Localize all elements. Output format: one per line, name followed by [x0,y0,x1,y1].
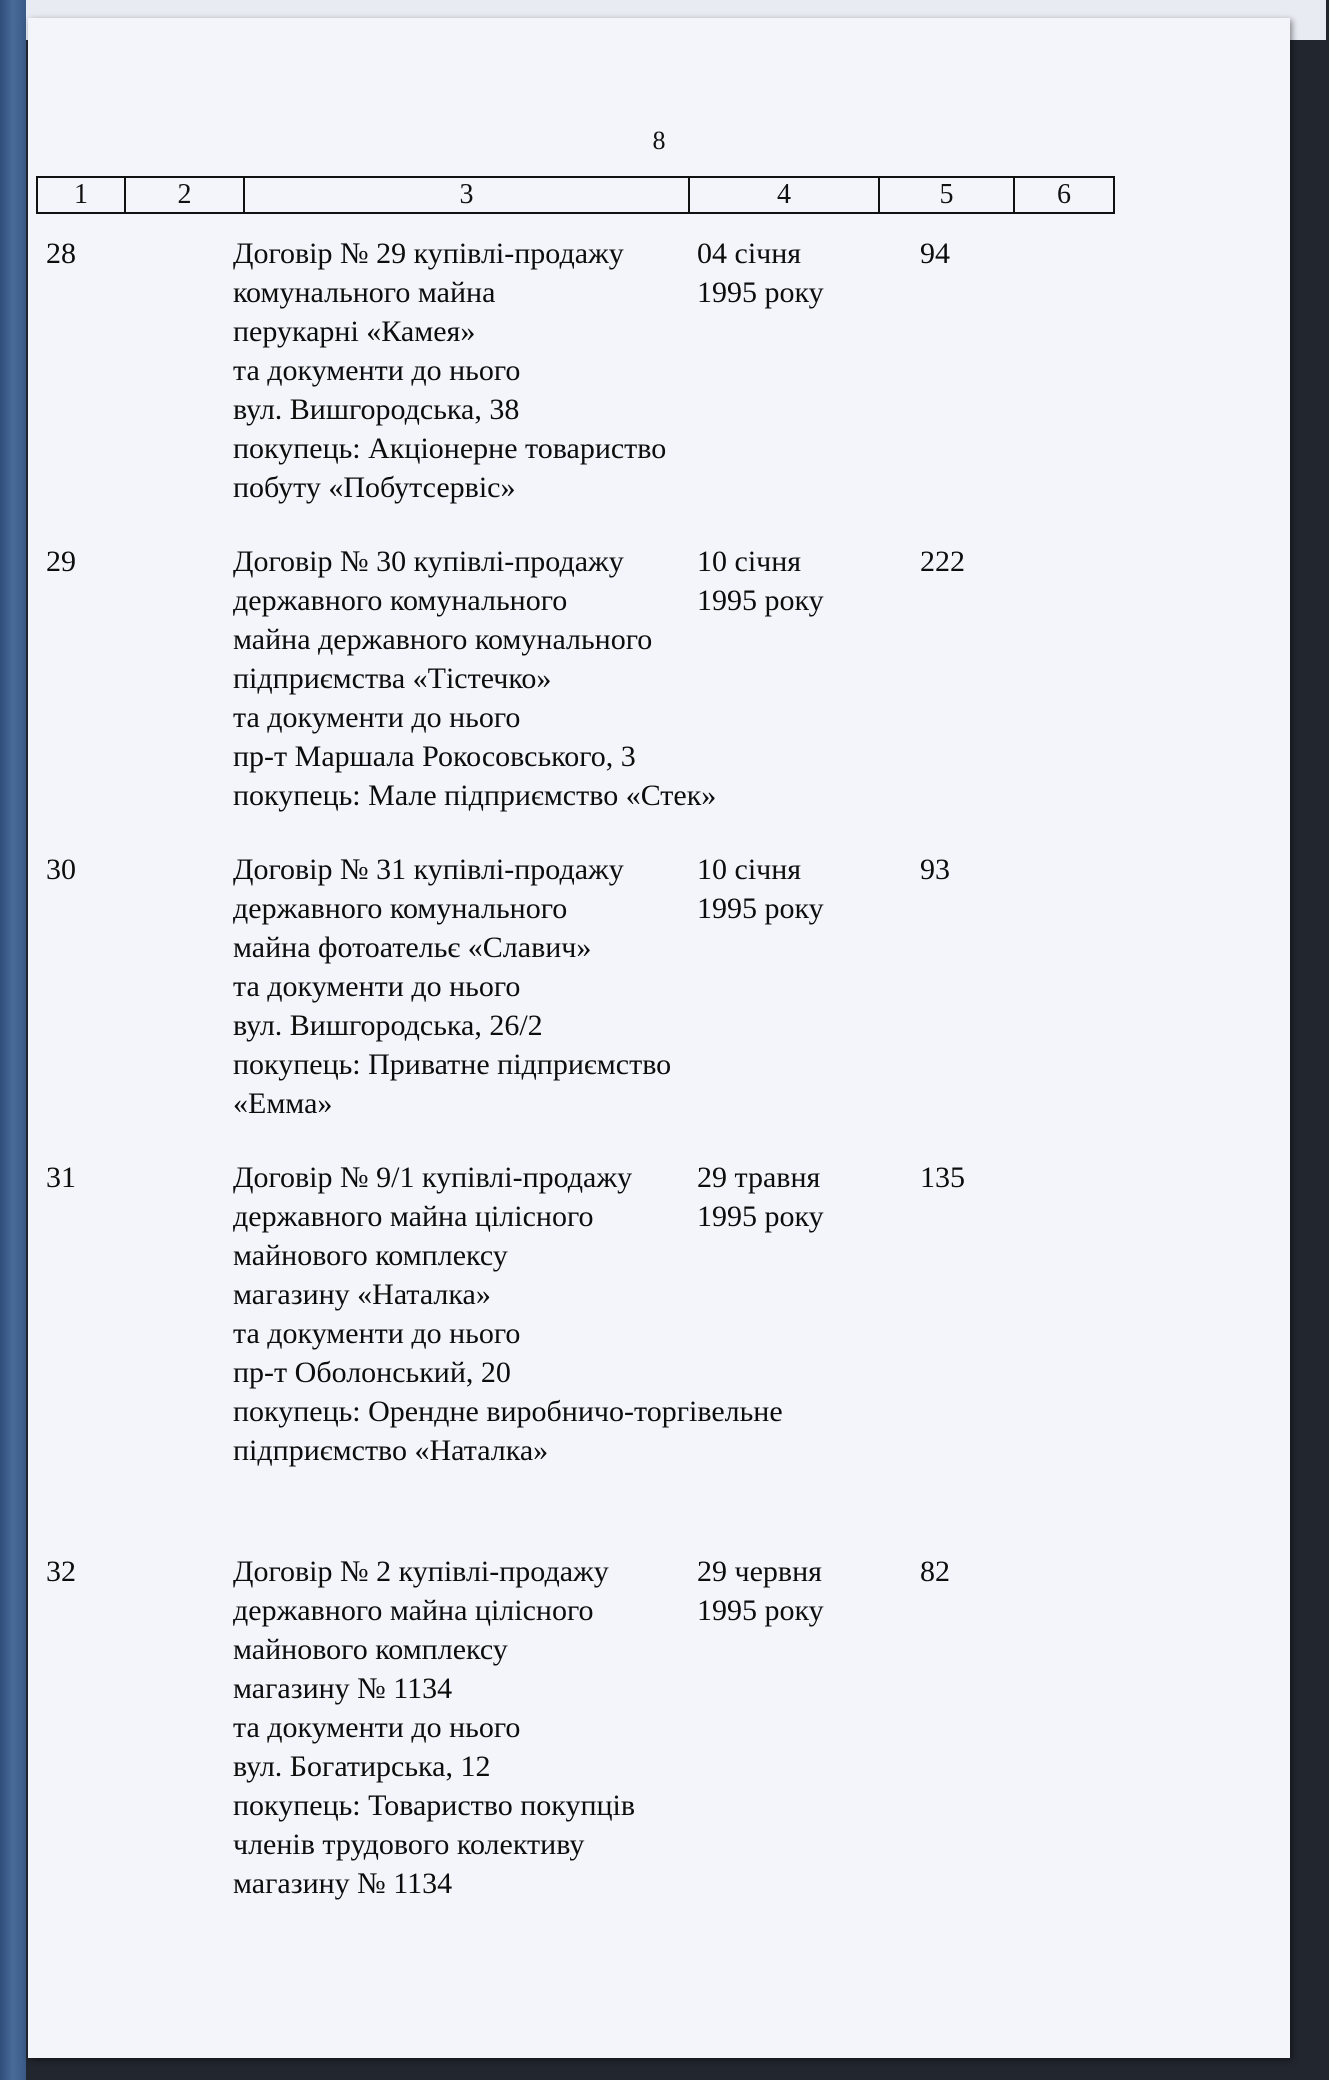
entry-sheets: 135 [920,1161,965,1194]
page-number: 8 [652,126,666,155]
entry-description [233,850,671,1123]
entry-sheets: 94 [920,237,950,270]
entry-number: 31 [46,1161,76,1194]
description-line: підприємство «Наталка» [233,1434,549,1467]
description-line: членів трудового колективу [233,1828,585,1861]
description-line: майнового комплексу [233,1239,508,1272]
description-line: Договір № 29 купівлі-продажу [233,237,624,270]
description-line: магазину № 1134 [233,1867,453,1900]
entry-sheets: 82 [920,1555,950,1588]
description-line: Договір № 30 купівлі-продажу [233,545,624,578]
description-line: та документи до нього [233,701,521,734]
description-line: покупець: Орендне виробничо-торгівельне [233,1395,783,1428]
description-line: вул. Вишгородська, 26/2 [233,1009,543,1042]
description-line: державного майна цілісного [233,1594,594,1627]
entry-number: 32 [46,1555,76,1588]
description-line: Договір № 9/1 купівлі-продажу [233,1161,633,1194]
entry-date [697,234,824,312]
column-header-1: 1 [37,177,125,213]
description-line: підприємства «Тістечко» [233,662,552,695]
date-line: 04 січня [697,237,802,270]
entry-number: 28 [46,237,76,270]
date-line: 29 травня [697,1161,821,1194]
description-line: майна державного комунального [233,623,653,656]
description-line: державного комунального [233,892,568,925]
description-line: перукарні «Камея» [233,315,476,348]
date-line: 1995 року [697,1594,824,1627]
entry-number: 30 [46,853,76,886]
description-line: покупець: Приватне підприємство [233,1048,672,1081]
column-header-2: 2 [125,177,244,213]
entry-date [697,542,824,620]
description-line: державного комунального [233,584,568,617]
description-line: та документи до нього [233,354,521,387]
description-line: державного майна цілісного [233,1200,594,1233]
description-line: магазину «Наталка» [233,1278,491,1311]
entry-description [233,542,716,815]
description-line: майна фотоательє «Славич» [233,931,592,964]
date-line: 1995 року [697,584,824,617]
column-header-5: 5 [879,177,1014,213]
date-line: 29 червня [697,1555,822,1588]
date-line: 1995 року [697,1200,824,1233]
column-header-6: 6 [1014,177,1114,213]
description-line: вул. Богатирська, 12 [233,1750,491,1783]
date-line: 1995 року [697,276,824,309]
date-line: 10 січня [697,853,802,886]
description-line: вул. Вишгородська, 38 [233,393,520,426]
entry-description [233,1552,635,1903]
description-line: комунального майна [233,276,496,309]
description-line: покупець: Товариство покупців [233,1789,636,1822]
entry-number: 29 [46,545,76,578]
description-line: майнового комплексу [233,1633,508,1666]
description-line: магазину № 1134 [233,1672,453,1705]
column-header-4: 4 [689,177,879,213]
description-line: Договір № 2 купівлі-продажу [233,1555,609,1588]
entry-sheets: 93 [920,853,950,886]
entry-sheets: 222 [920,545,965,578]
description-line: пр-т Оболонський, 20 [233,1356,511,1389]
description-line: Договір № 31 купівлі-продажу [233,853,624,886]
entry-date [697,850,824,928]
entry-description [233,234,666,507]
entry-date [697,1158,824,1236]
date-line: 10 січня [697,545,802,578]
column-header-table [36,176,1115,214]
description-line: покупець: Акціонерне товариство [233,432,667,465]
description-line: та документи до нього [233,970,521,1003]
description-line: «Емма» [233,1087,333,1120]
column-header-3: 3 [244,177,689,213]
date-line: 1995 року [697,892,824,925]
description-line: пр-т Маршала Рокосовського, 3 [233,740,636,773]
description-line: побуту «Побутсервіс» [233,471,516,504]
entry-date [697,1552,824,1630]
description-line: та документи до нього [233,1711,521,1744]
document-page [28,18,1290,2058]
description-line: та документи до нього [233,1317,521,1350]
column-header-row [37,177,1114,213]
book-spine-edge [0,0,26,2080]
description-line: покупець: Мале підприємство «Стек» [233,779,717,812]
